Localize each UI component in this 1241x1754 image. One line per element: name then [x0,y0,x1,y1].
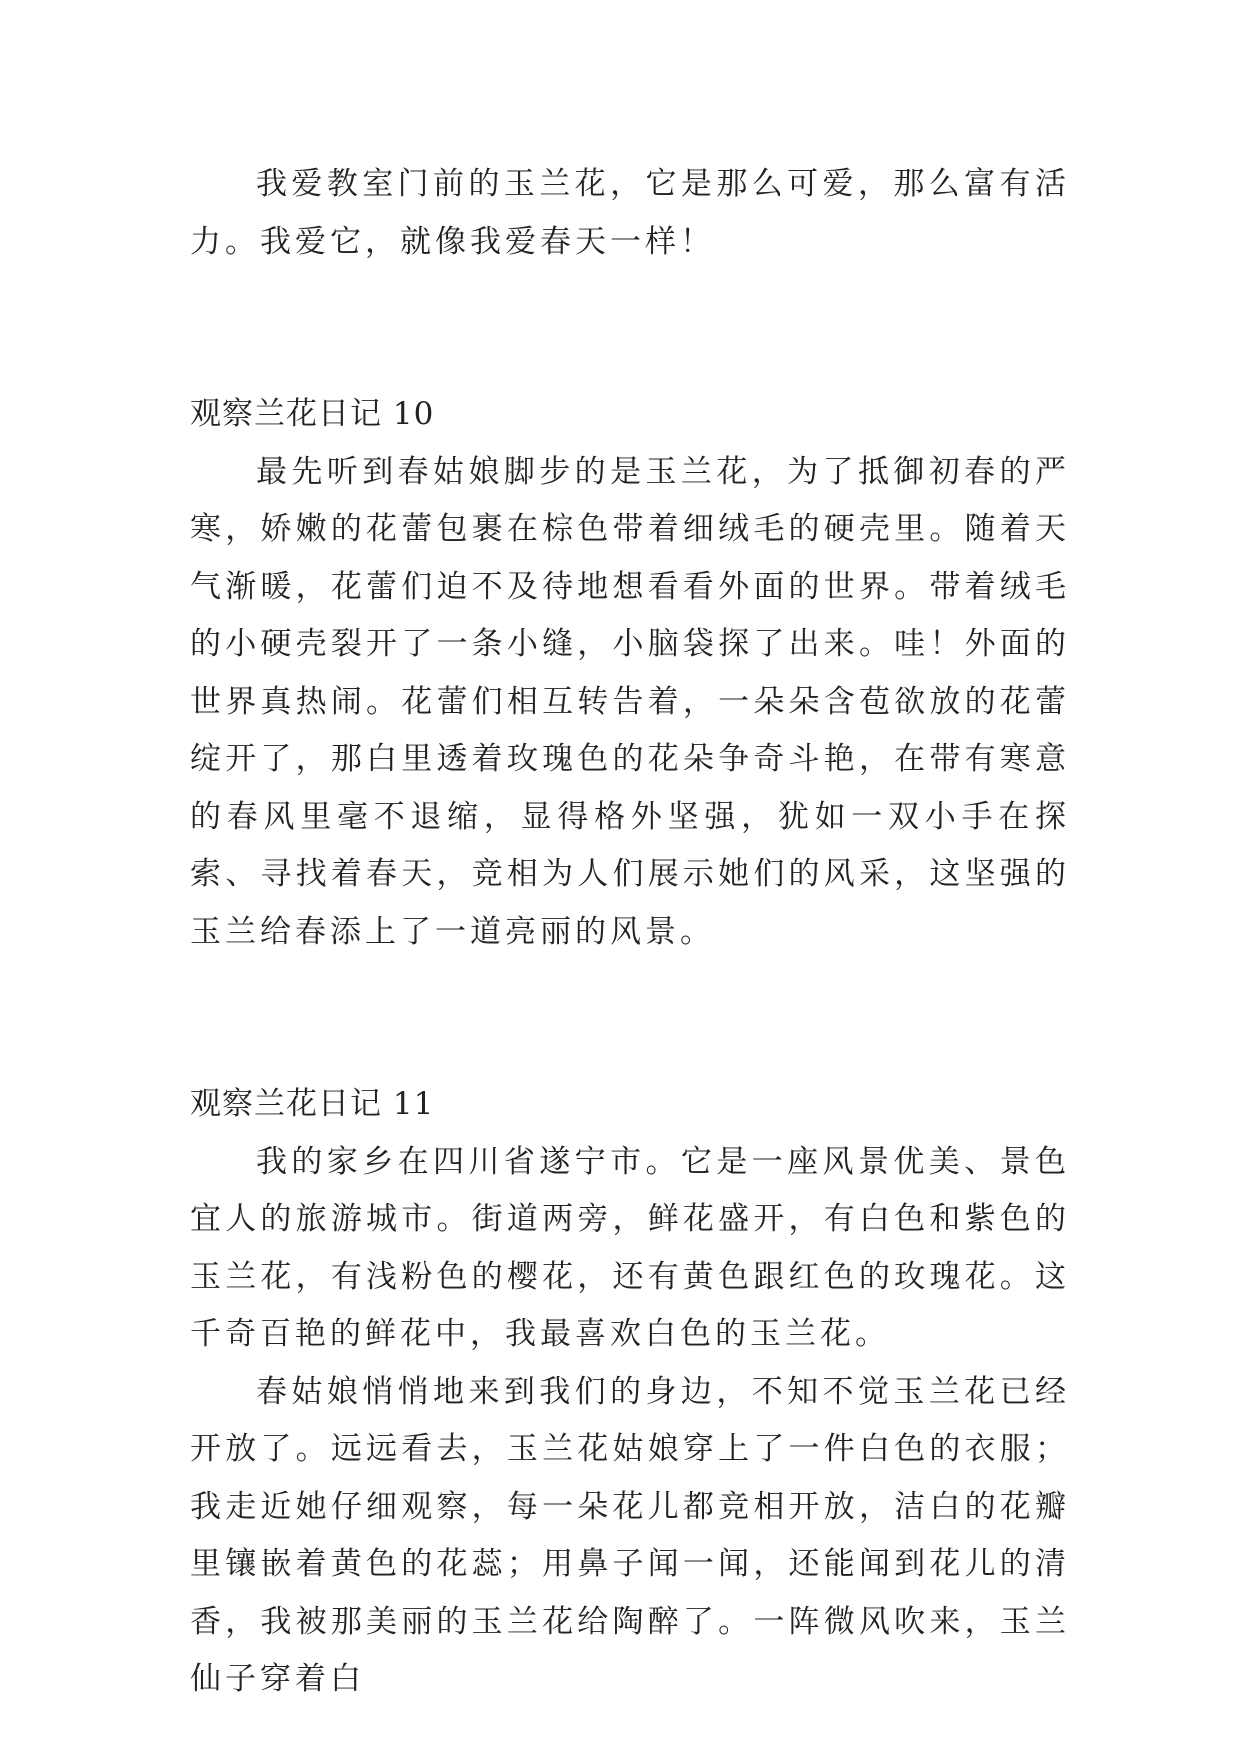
paragraph: 我的家乡在四川省遂宁市。它是一座风景优美、景色宜人的旅游城市。街道两旁，鲜花盛开，有白色和紫色的玉兰花，有浅粉色的樱花，还有黄色跟红色的玫瑰花。这千奇百艳的鲜花中，我最喜欢白色的玉兰花。 [190,1143,1070,1352]
paragraph: 最先听到春姑娘脚步的是玉兰花，为了抵御初春的严寒，娇嫩的花蕾包裹在棕色带着细绒毛的硬壳里。随着天气渐暖，花蕾们迫不及待地想看看外面的世界。带着绒毛的小硬壳裂开了一条小缝，小脑袋探了出来。哇！外面的世界真热闹。花蕾们相互转告着，一朵朵含苞欲放的花蕾绽开了，那白里透着玫瑰色的花朵争奇斗艳，在带有寒意的春风里毫不退缩，显得格外坚强，犹如一双小手在探索、寻找着春天，竞相为人们展示她们的风采，这坚强的玉兰给春添上了一道亮丽的风景。 [190,453,1070,950]
section-heading: 观察兰花日记 10 [190,396,435,432]
paragraph: 春姑娘悄悄地来到我们的身边，不知不觉玉兰花已经开放了。远远看去，玉兰花姑娘穿上了一件白色的衣服；我走近她仔细观察，每一朵花儿都竞相开放，洁白的花瓣里镶嵌着黄色的花蕊；用鼻子闻一闻，还能闻到花儿的清香，我被那美丽的玉兰花给陶醉了。一阵微风吹来，玉兰仙子穿着白 [190,1373,1070,1697]
section-gap [190,961,1070,1076]
section-gap [190,271,1070,386]
document-body [190,156,1070,1709]
paragraph: 我爱教室门前的玉兰花，它是那么可爱，那么富有活力。我爱它，就像我爱春天一样！ [190,166,1070,260]
section-heading: 观察兰花日记 11 [190,1086,435,1122]
